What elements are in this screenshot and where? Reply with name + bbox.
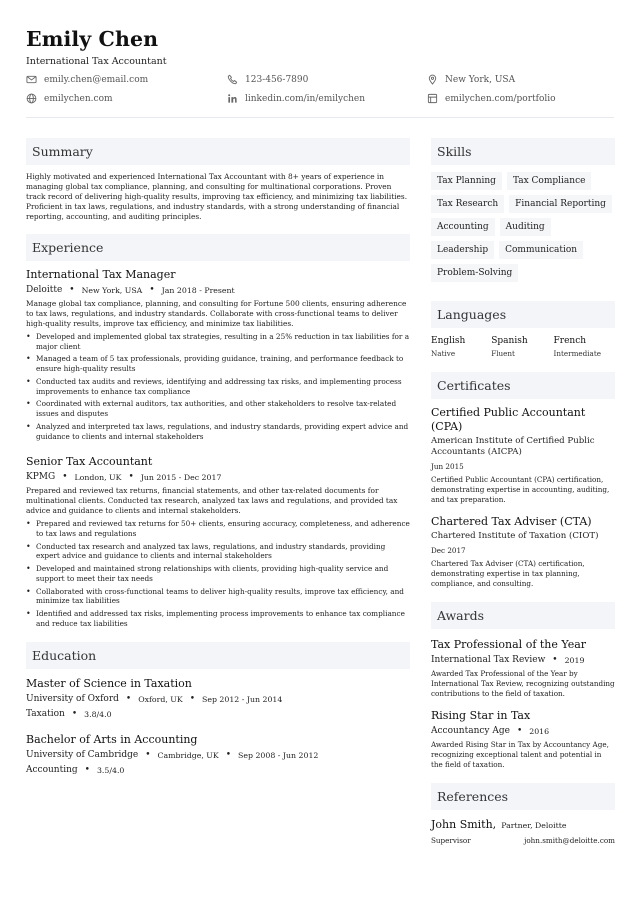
education-degree: Bachelor of Arts in Accounting — [26, 733, 198, 747]
education-entry — [26, 733, 410, 775]
skill-tag: Communication — [499, 241, 583, 259]
award-meta: International Tax Review • 2019 — [431, 655, 585, 665]
award-description: Awarded Tax Professional of the Year by International Tax Review, recognizing outstanding contributions to the field of taxation. — [431, 669, 615, 698]
certificate-date: Jun 2015 — [431, 462, 464, 471]
section-heading-awards: Awards — [431, 602, 615, 629]
summary-section — [26, 138, 410, 222]
contact-email-text: emily.chen@email.com — [44, 74, 149, 85]
job-dates: Jun 2015 - Dec 2017 — [140, 472, 222, 482]
header-divider — [26, 117, 614, 118]
language-level: Intermediate — [553, 349, 601, 358]
certificate-description: Certified Public Accountant (CPA) certification, demonstrating expertise in accounting, auditing, and tax preparation. — [431, 475, 610, 504]
award-name: Rising Star in Tax — [431, 709, 531, 722]
certificate-entry — [431, 406, 615, 505]
job-company: KPMG — [26, 472, 56, 483]
job-entry — [26, 268, 410, 441]
skills-section — [431, 138, 615, 282]
list-item: • Coordinated with external auditors, tax authorities, and other stakeholders to resolve tax-related issues and disputes — [26, 399, 410, 418]
contact-portfolio[interactable] — [427, 93, 556, 104]
education-school: University of Oxford — [26, 694, 119, 705]
section-heading-skills: Skills — [431, 138, 615, 165]
education-field: Accounting — [26, 765, 78, 776]
education-gpa: 3.8/4.0 — [84, 709, 112, 719]
job-location: London, UK — [74, 472, 122, 482]
candidate-title: International Tax Accountant — [26, 56, 167, 67]
languages-list — [431, 336, 615, 358]
list-item: • Managed a team of 5 tax professionals, providing guidance, training, and performance feedback to ensure high-quality results — [26, 354, 410, 373]
globe-icon — [26, 93, 37, 104]
certificate-name: Chartered Tax Adviser (CTA) — [431, 515, 592, 528]
list-item: • Developed and implemented global tax strategies, resulting in a 25% reduction in tax liabilities for a major client — [26, 332, 410, 351]
location-icon — [427, 74, 438, 85]
skill-tag: Auditing — [500, 218, 551, 236]
award-year: 2016 — [529, 726, 550, 736]
reference-name: John Smith, — [431, 818, 497, 831]
skill-tag: Accounting — [431, 218, 495, 236]
certificate-description: Chartered Tax Adviser (CTA) certification, demonstrating expertise in tax planning, compliance, and consulting. — [431, 559, 585, 588]
reference-entry — [431, 818, 615, 845]
education-field: Taxation — [26, 709, 65, 720]
skill-tag: Problem-Solving — [431, 264, 518, 282]
job-bullets — [26, 519, 410, 628]
job-dates: Jan 2018 - Present — [161, 285, 235, 295]
right-column — [431, 138, 615, 845]
reference-details — [431, 836, 615, 845]
contact-phone-text: 123-456-7890 — [245, 74, 309, 85]
candidate-name: Emily Chen — [26, 27, 159, 51]
education-gpa: 3.5/4.0 — [96, 765, 125, 775]
section-heading-summary: Summary — [26, 138, 410, 165]
contact-phone[interactable] — [227, 74, 308, 85]
list-item: • Analyzed and interpreted tax laws, regulations, and industry standards, providing expert advice and guidance to clients and internal stakeholders — [26, 422, 410, 441]
language-item — [554, 336, 601, 358]
contact-location — [427, 74, 515, 85]
list-item: • Conducted tax research and analyzed tax laws, regulations, and industry standards, providing expert advice and guidance to clients and internal stakeholders — [26, 542, 410, 561]
language-item — [431, 336, 465, 358]
award-year: 2019 — [564, 655, 585, 665]
certificate-issuer: American Institute of Certified Public Accountants (AICPA) — [431, 436, 595, 457]
education-school: University of Cambridge — [26, 750, 139, 761]
certificate-date: Dec 2017 — [431, 546, 466, 555]
skills-list — [431, 172, 615, 282]
experience-section — [26, 234, 410, 628]
skill-tag: Financial Reporting — [509, 195, 612, 213]
award-description: Awarded Rising Star in Tax by Accountancy Age, recognizing exceptional talent and potential in the field of taxation. — [431, 740, 609, 769]
education-field-row: Taxation • 3.8/4.0 — [26, 709, 112, 720]
education-dates: Sep 2008 - Jun 2012 — [238, 750, 319, 760]
certificates-section — [431, 372, 615, 589]
education-location: Cambridge, UK — [157, 750, 219, 760]
certificate-name: Certified Public Accountant (CPA) — [431, 406, 586, 433]
education-meta: University of Oxford • Oxford, UK • Sep 2012 - Jun 2014 — [26, 694, 283, 705]
list-item: • Collaborated with cross-functional teams to deliver high-quality results, improve tax efficiency, and minimize tax liabilities — [26, 587, 410, 606]
list-item: • Prepared and reviewed tax returns for 50+ clients, ensuring accuracy, completeness, and adherence to tax laws and regulations — [26, 519, 410, 538]
education-location: Oxford, UK — [138, 694, 183, 704]
job-location: New York, USA — [81, 285, 143, 295]
section-heading-experience: Experience — [26, 234, 410, 261]
linkedin-icon — [227, 93, 238, 104]
job-company: Deloitte — [26, 285, 63, 295]
award-name: Tax Professional of the Year — [431, 638, 587, 651]
section-heading-education: Education — [26, 642, 410, 669]
education-entry — [26, 677, 410, 719]
skill-tag: Leadership — [431, 241, 494, 259]
language-level: Fluent — [491, 349, 515, 358]
section-heading-references: References — [431, 783, 615, 810]
award-entry — [431, 638, 615, 699]
left-column — [26, 138, 410, 775]
language-name: English — [431, 336, 466, 346]
contact-email[interactable] — [26, 74, 148, 85]
award-issuer: Accountancy Age — [431, 726, 510, 736]
award-meta: Accountancy Age • 2016 — [431, 726, 550, 736]
job-meta: Deloitte • New York, USA • Jan 2018 - Present — [26, 285, 235, 295]
reference-email[interactable]: john.smith@deloitte.com — [524, 836, 615, 845]
skill-tag: Tax Compliance — [507, 172, 592, 190]
award-issuer: International Tax Review — [431, 655, 546, 665]
certificate-entry — [431, 515, 615, 589]
language-level: Native — [431, 349, 456, 358]
contact-portfolio-text: emilychen.com/portfolio — [445, 93, 556, 104]
award-entry — [431, 709, 615, 770]
reference-header — [431, 818, 615, 832]
education-meta: University of Cambridge • Cambridge, UK • Sep 2008 - Jun 2012 — [26, 750, 319, 761]
phone-icon — [227, 74, 238, 85]
reference-position: Partner, Deloitte — [501, 821, 567, 830]
language-item — [491, 336, 527, 358]
education-section — [26, 642, 410, 775]
contact-website[interactable] — [26, 93, 113, 104]
contact-location-text: New York, USA — [445, 74, 516, 85]
section-heading-languages: Languages — [431, 301, 615, 328]
list-item: • Conducted tax audits and reviews, identifying and addressing tax risks, and implementing process improvements to enhance tax compliance — [26, 377, 410, 396]
contact-linkedin[interactable] — [227, 93, 365, 104]
list-item: • Identified and addressed tax risks, implementing process improvements to enhance tax compliance and reduce tax liabilities — [26, 609, 410, 628]
email-icon — [26, 74, 37, 85]
languages-section — [431, 301, 615, 358]
reference-relation: Supervisor — [431, 836, 471, 845]
skill-tag: Tax Planning — [431, 172, 502, 190]
job-title: International Tax Manager — [26, 268, 176, 281]
education-field-row: Accounting • 3.5/4.0 — [26, 765, 125, 776]
list-item: • Developed and maintained strong relationships with clients, providing high-quality service and support to meet their tax needs — [26, 564, 410, 583]
language-name: French — [553, 336, 587, 346]
summary-text: Highly motivated and experienced International Tax Accountant with 8+ years of experience in managing global tax compliance, planning, and consulting for multinational corporations. Proven track record of delivering high-quality results, improving tax efficiency, and minimizing tax liabilities. Proficient in tax laws, regulations, and industry standards, with a strong understanding of financial reporting, accounting, and auditing principles. — [26, 172, 408, 221]
certificate-issuer: Chartered Institute of Taxation (CIOT) — [431, 531, 599, 541]
contact-linkedin-text: linkedin.com/in/emilychen — [245, 93, 366, 104]
job-summary: Manage global tax compliance, planning, and consulting for Fortune 500 clients, ensuring adherence to tax laws, regulations, and industry standards. Collaborate with cross-functional teams to deliver high-quality results, improve tax efficiency, and minimize tax liabilities. — [26, 299, 407, 328]
section-heading-certificates: Certificates — [431, 372, 615, 399]
job-summary: Prepared and reviewed tax returns, financial statements, and other tax-related documents for multinational clients. Conducted tax research, analyzed tax laws and regulations, and provided tax advice and guidance to clients and internal stakeholders. — [26, 486, 398, 516]
job-title: Senior Tax Accountant — [26, 455, 153, 469]
awards-section — [431, 602, 615, 770]
portfolio-icon — [427, 93, 438, 104]
language-name: Spanish — [491, 336, 528, 346]
job-meta: KPMG • London, UK • Jun 2015 - Dec 2017 — [26, 472, 222, 483]
education-degree: Master of Science in Taxation — [26, 677, 192, 691]
job-bullets — [26, 332, 410, 441]
references-section — [431, 783, 615, 845]
education-dates: Sep 2012 - Jun 2014 — [202, 694, 283, 704]
job-entry — [26, 455, 410, 628]
contact-website-text: emilychen.com — [44, 93, 113, 104]
skill-tag: Tax Research — [431, 195, 504, 213]
